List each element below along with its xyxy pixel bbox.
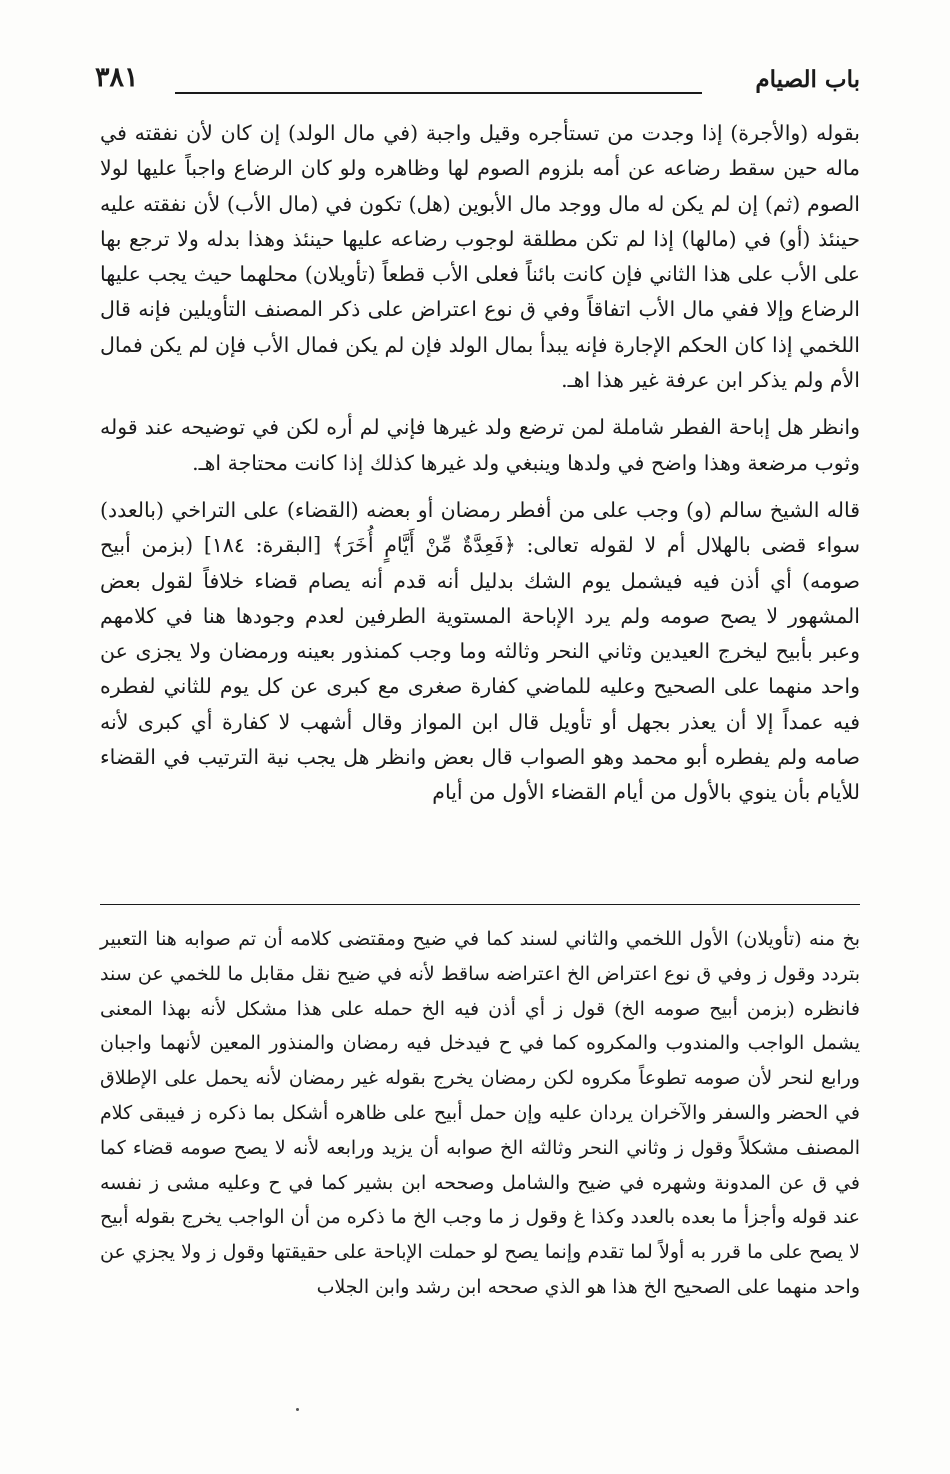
- main-paragraph-1: بقوله (والأجرة) إذا وجدت من تستأجره وقيل واجبة (في مال الولد) إن كان لأن نفقته في ماله حين سقط رضاعه عن أمه بلزوم الصوم لها وظاهره ولو كان الرضاع واجباً عليها لولا الصوم (ثم) إن لم يكن له مال ووجد مال الأبوين (هل) تكون في (مال الأب) لأن نفقته عليه حينئذ (أو) في (مالها) إذا لم تكن مطلقة لوجوب رضاعه عليها حينئذ وهذا بدله ولا ترجع بها على الأب على هذا الثاني فإن كانت بائناً فعلى الأب قطعاً (تأويلان) محلهما حيث يجب عليها الرضاع وإلا ففي مال الأب اتفاقاً وفي ق نوع اعتراض على ذكر المصنف التأويلين فإنه قال اللخمي إذا كان الحكم الإجارة فإنه يبدأ بمال الولد فإن لم يكن فمال الأب فإن لم يكن فمال الأم ولم يذكر ابن عرفة غير هذا اهـ.: [100, 121, 860, 393]
- footnote: [100, 922, 860, 1305]
- chapter-title: باب الصيام: [755, 66, 860, 93]
- main-text: [100, 116, 860, 811]
- footnote-text: بخ منه (تأويلان) الأول اللخمي والثاني لسند كما في ضيح ومقتضى كلامه أن تم صوابه هنا التعبير بتردد وقول ز وفي ق نوع اعتراض الخ اعتراضه ساقط لأنه في ضيح نقل مقابل ما للخمي عن سند فانظره (بزمن أبيح صومه الخ) قول ز أي أذن فيه الخ حمله على هذا مشكل لأنه بهذا المعنى يشمل الواجب والمندوب والمكروه كما في ح فيدخل فيه رمضان والمنذور المعين لأنهما واجبان ورابع لنحر لأن صومه تطوعاً مكروه لكن رمضان يخرج بقوله غير رمضان لأنه يحمل على الإطلاق في الحضر والسفر والآخران يردان عليه وإن حمل أبيح على ظاهره أشكل بما ذكره ز فيبقى كلام المصنف مشكلاً وقول ز وثاني النحر وثالثه الخ صوابه أن يزيد ورابعه لأنه لا يصح صومه قضاء كما في ق عن المدونة وشهره في ضيح والشامل وصححه ابن بشير كما في ح وعليه مشى ز نفسه عند قوله وأجزأ ما بعده بالعدد وكذا غ وقول ز ما وجب الخ ما ذكره من أن الواجب يخرج بقوله أبيح لا يصح على ما قرر به أولاً لما تقدم وإنما يصح لو حملت الإباحة على حقيقتها وقول ز ولا يجزي عن واحد منهما على الصحيح الخ هذا هو الذي صححه ابن رشد وابن الجلاب: [100, 928, 860, 1298]
- page-number: ٣٨١: [95, 62, 139, 93]
- footnote-separator: [100, 904, 860, 905]
- main-paragraph-3: قاله الشيخ سالم (و) وجب على من أفطر رمضان أو بعضه (القضاء) على التراخي (بالعدد) سواء قضى بالهلال أم لا لقوله تعالى: ﴿فَعِدَّةٌ مِّنْ أَيَّامٍ أُخَرَ﴾ [البقرة: ١٨٤] (بزمن أبيح صومه) أي أذن فيه فيشمل يوم الشك بدليل أنه قدم أنه يصام قضاء خلافاً لقول بعض المشهور لا يصح صومه ولم يرد الإباحة المستوية الطرفين لعدم وجودها هنا في كلامهم وعبر بأبيح ليخرج العيدين وثاني النحر وثالثه وما وجب كمنذور بعينه ورمضان ولا يجزى عن واحد منهما على الصحيح وعليه للماضي كفارة صغرى مع كبرى عن كل يوم للثاني لفطره فيه عمداً إلا أن يعذر بجهل أو تأويل قال ابن المواز وقال أشهب لا كفارة أي كبرى لأنه صامه ولم يفطره أبو محمد وهو الصواب قال بعض وانظر هل يجب نية الترتيب في القضاء للأيام بأن ينوي بالأول من أيام القضاء الأول من أيام: [100, 497, 860, 805]
- print-speck: [296, 1408, 299, 1411]
- header-rule: [175, 92, 702, 94]
- main-paragraph-2: وانظر هل إباحة الفطر شاملة لمن ترضع ولد غيرها فإني لم أره لكن في توضيحه عند قوله وثوب مرضعة وهذا واضح في ولدها وينبغي ولد غيرها كذلك إذا كانت محتاجة اهـ.: [100, 415, 860, 475]
- running-header: [95, 60, 860, 106]
